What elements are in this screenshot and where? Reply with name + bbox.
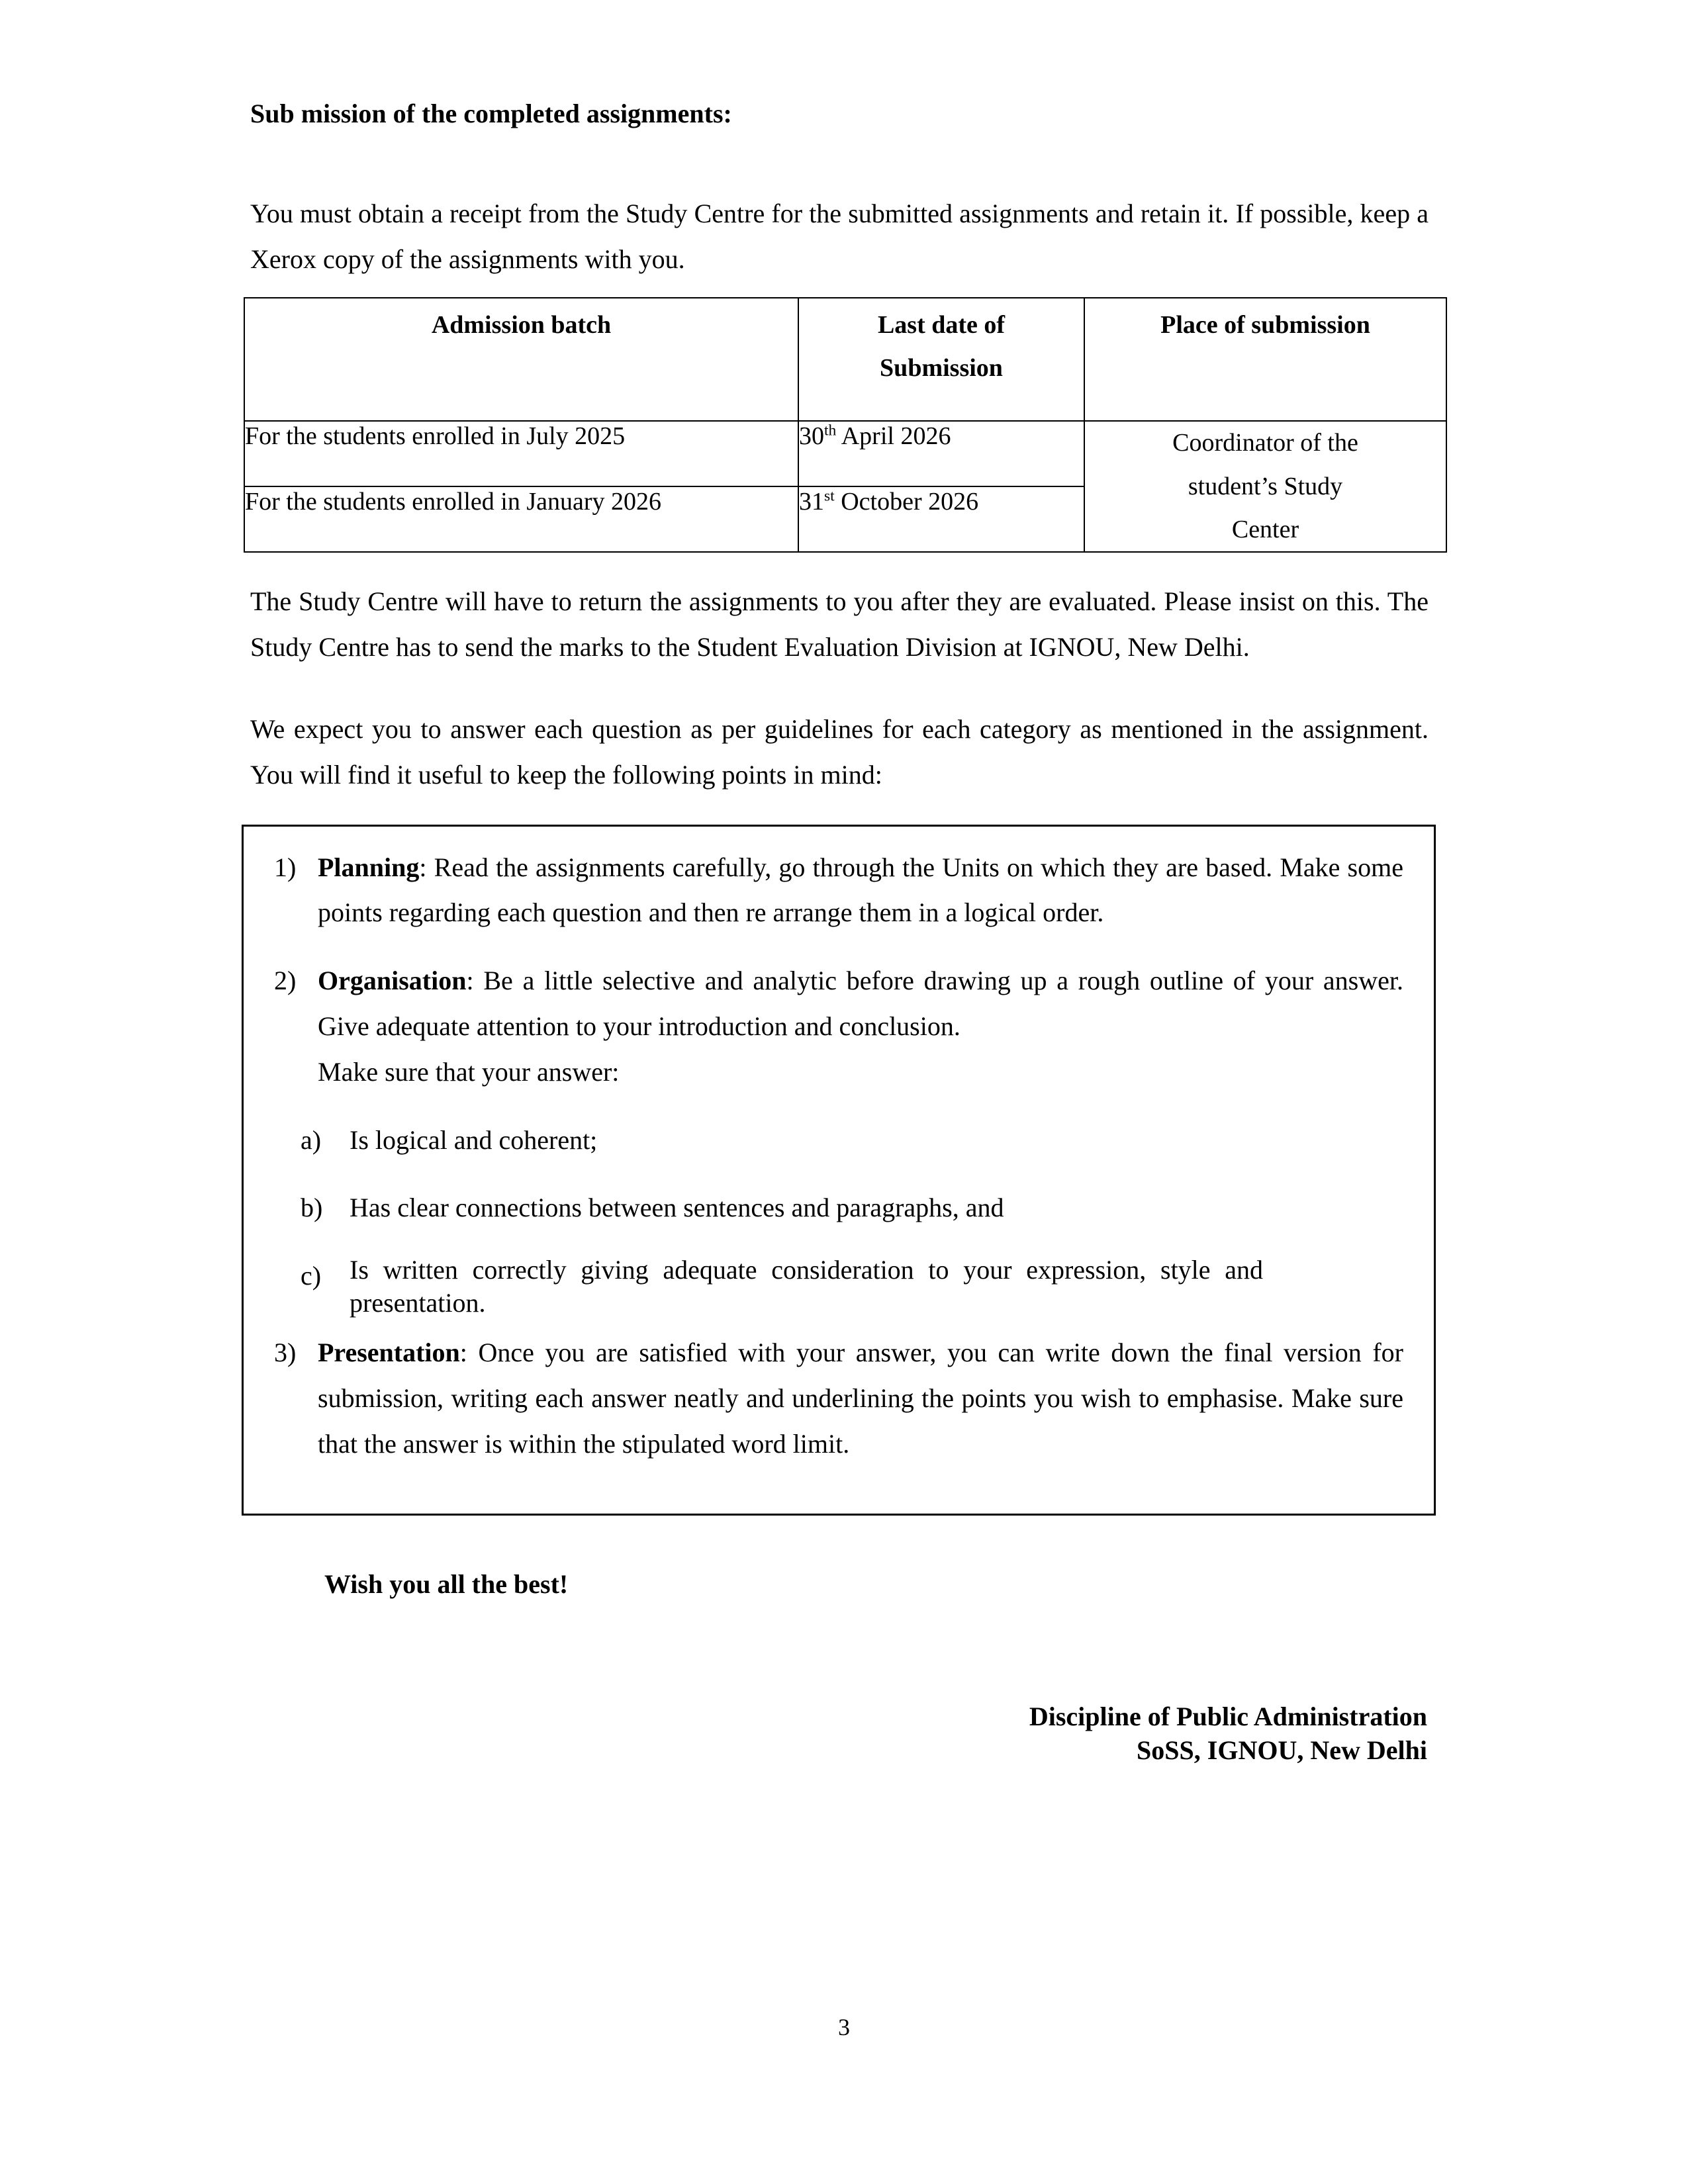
table-header-row (244, 298, 1446, 422)
guideline-label-planning: Planning (318, 852, 420, 882)
guideline-label-organisation: Organisation (318, 966, 467, 996)
page-content (245, 0, 1429, 1767)
table-header (244, 298, 1446, 422)
signature-discipline: Discipline of Public Administration (1029, 1701, 1427, 1731)
intro-paragraph: You must obtain a receipt from the Study Centre for the submitted assignments and retain it. If possible, keep a Xerox copy of the assignments with you. (250, 199, 1429, 274)
place-line2: student’s Study (1188, 472, 1343, 500)
return-assignments-paragraph: The Study Centre will have to return the assignments to you after they are evaluated. Please insist on this. The Study Centre has to send the marks to the Student Evaluation Division at IGNOU, New Delhi. (250, 586, 1429, 662)
wish-message: Wish you all the best! (324, 1569, 569, 1599)
cell-date-april (798, 421, 1084, 486)
guideline-text-c: Is written correctly giving adequate consideration to your expression, style and presentation. (350, 1255, 1263, 1318)
guideline-text-3 (318, 1330, 1403, 1467)
date-day-january: 31 (799, 488, 824, 516)
cell-place-coordinator (1084, 421, 1446, 552)
guideline-marker-2: 2) (274, 966, 297, 996)
header-cell-admission-batch (244, 298, 798, 422)
guideline-text-1 (318, 845, 1403, 936)
guideline-body-presentation: : Once you are satisfied with your answer, you can write down the final version for submission, writing each answer neatly and underlining the points you wish to emphasise. Make sure that the answer is within the stipulated word limit. (318, 1338, 1403, 1459)
guideline-item-planning (274, 845, 1403, 936)
guideline-marker-a: a) (301, 1124, 322, 1155)
header-cell-place (1084, 298, 1446, 422)
submission-schedule-table (244, 297, 1447, 553)
cell-batch-january: For the students enrolled in January 2026 (244, 486, 798, 552)
header-label-place: Place of submission (1160, 310, 1370, 339)
guideline-marker-c: c) (301, 1261, 322, 1291)
cell-batch-july: For the students enrolled in July 2025 (244, 421, 798, 486)
guideline-subitem-c (274, 1253, 1403, 1320)
date-day-july: 30 (799, 422, 824, 451)
guideline-body-organisation: : Be a little selective and analytic before drawing up a rough outline of your answer. Give adequate attention to your introduction and conclusion. (318, 966, 1403, 1041)
header-label-last-date-line1: Last date of (877, 310, 1006, 339)
header-label-admission-batch: Admission batch (431, 310, 612, 339)
page-title: Sub mission of the completed assignments: (250, 99, 732, 128)
date-suffix-july: th (824, 422, 837, 439)
header-cell-last-date (798, 298, 1084, 422)
guideline-subitem-a (274, 1118, 1403, 1163)
header-label-last-date-line2: Submission (880, 353, 1003, 382)
guideline-text-b: Has clear connections between sentences and paragraphs, and (350, 1193, 1004, 1223)
date-rest-july: April 2026 (836, 422, 951, 451)
signature-institute: SoSS, IGNOU, New Delhi (1137, 1735, 1427, 1765)
expectation-paragraph: We expect you to answer each question as per guidelines for each category as mentioned in the assignment. You will find it useful to keep the following points in mind: (250, 713, 1429, 790)
guideline-item-presentation (274, 1330, 1403, 1467)
guideline-text-2 (318, 958, 1403, 1050)
guideline-marker-3: 3) (274, 1338, 297, 1368)
table-row (244, 421, 1446, 486)
guideline-subitem-b (274, 1185, 1403, 1231)
page-number: 3 (838, 2014, 850, 2040)
guideline-marker-b: b) (301, 1193, 323, 1223)
guideline-text-a: Is logical and coherent; (350, 1124, 598, 1155)
guideline-item-organisation (274, 958, 1403, 1050)
place-line3: Center (1231, 516, 1299, 544)
date-suffix-january: st (824, 487, 835, 505)
guidelines-box (242, 825, 1436, 1516)
guideline-note-make-sure: Make sure that your answer: (318, 1056, 620, 1087)
place-line1: Coordinator of the (1172, 429, 1358, 457)
guideline-label-presentation: Presentation (318, 1338, 460, 1368)
cell-date-october (798, 486, 1084, 552)
header-label-last-date (799, 298, 1084, 421)
date-rest-january: October 2026 (834, 488, 979, 516)
table-body (244, 421, 1446, 552)
signature-block (250, 1700, 1429, 1767)
guideline-body-planning: : Read the assignments carefully, go through the Units on which they are based. Make some points regarding each question and then re arrange them in a logical order. (318, 852, 1403, 928)
guideline-marker-1: 1) (274, 852, 297, 882)
